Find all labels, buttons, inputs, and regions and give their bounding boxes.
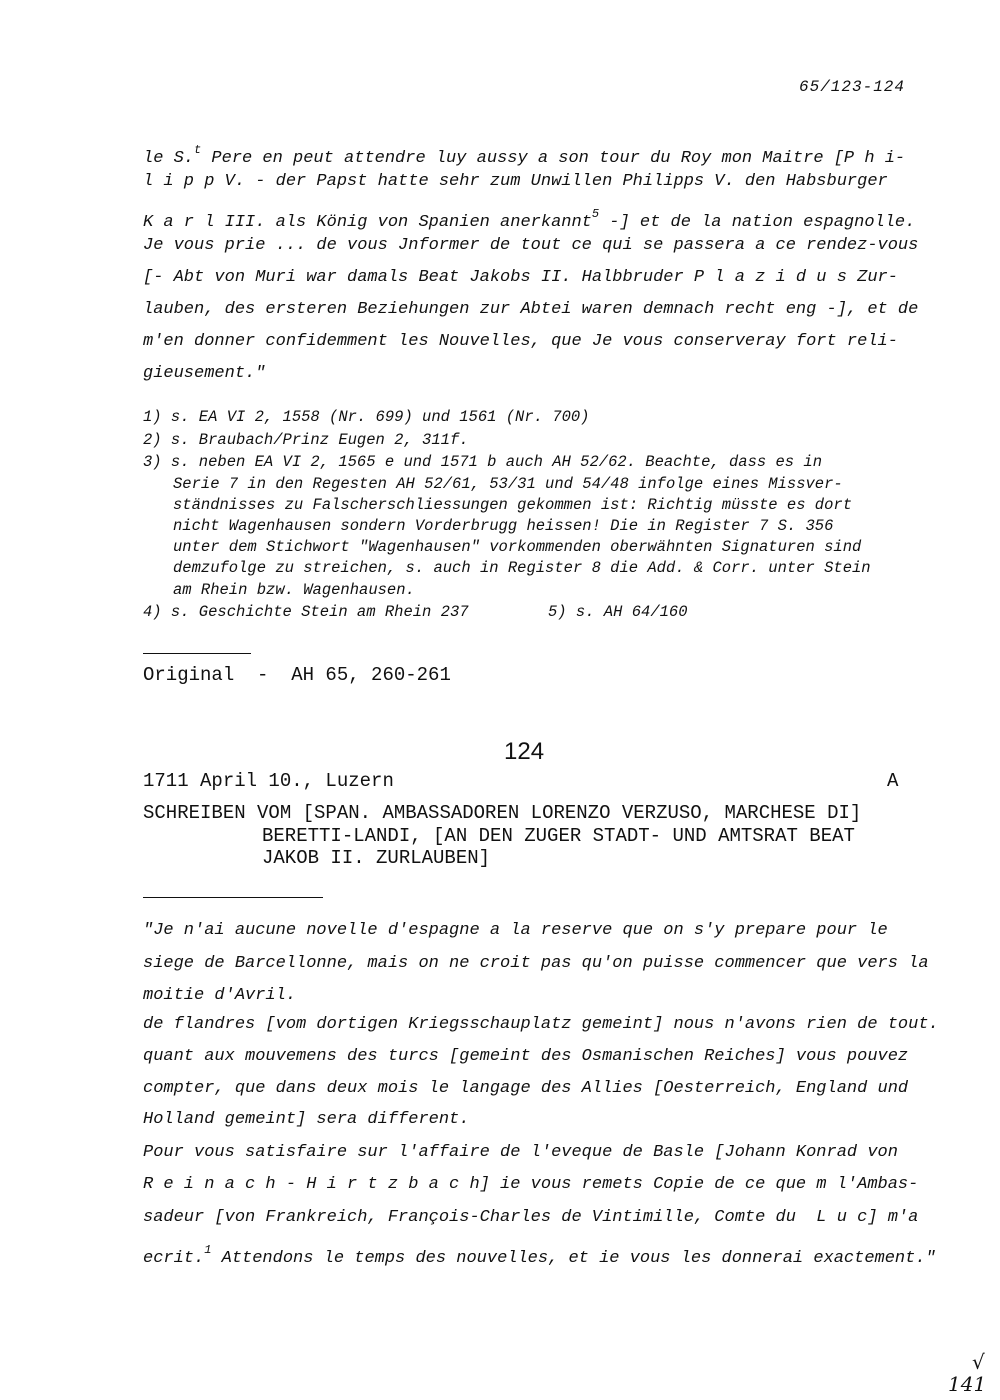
footnote-3-line: ständnisses zu Falscherschliessungen gekommen ist: Richtig müsste es dort: [173, 496, 853, 514]
text-line: K a r l III. als König von Spanien anerkannt$^5$ -] et de la nation espagnolle.: [143, 207, 916, 232]
heading-line: BERETTI-LANDI, [AN DEN ZUGER STADT- UND AMTSRAT BEAT: [262, 825, 855, 847]
footnote-3-line: Serie 7 in den Regesten AH 52/61, 53/31 und 54/48 infolge eines Missver-: [173, 475, 843, 493]
heading-line: SCHREIBEN VOM [SPAN. AMBASSADOREN LORENZO VERZUSO, MARCHESE DI]: [143, 802, 862, 824]
text-line: l i p p V. - der Papst hatte sehr zum Unwillen Philipps V. den Habsburger: [143, 172, 888, 191]
footnote-5: 5) s. AH 64/160: [548, 603, 688, 621]
footnote-3: 3) s. neben EA VI 2, 1565 e und 1571 b auch AH 52/62. Beachte, dass es in: [143, 453, 823, 471]
footnote-4: 4) s. Geschichte Stein am Rhein 237: [143, 603, 469, 621]
text-line: R e i n a c h - H i r t z b a c h] ie vous remets Copie de ce que m l'Ambas-: [143, 1175, 919, 1194]
check-mark-icon: √: [972, 1350, 985, 1374]
text-line: Pour vous satisfaire sur l'affaire de l'eveque de Basle [Johann Konrad von: [143, 1143, 898, 1162]
footnote-3-line: am Rhein bzw. Wagenhausen.: [173, 581, 415, 599]
footnote-3-line: nicht Wagenhausen sondern Vorderbrugg heissen! Die in Register 7 S. 356: [173, 517, 834, 535]
text-line: le S.$^t$ Pere en peut attendre luy aussy a son tour du Roy mon Maitre [P h i-: [143, 143, 906, 168]
text-line: "Je n'ai aucune novelle d'espagne a la reserve que on s'y prepare pour le: [143, 921, 888, 940]
divider: [143, 653, 251, 654]
text-line: compter, que dans deux mois le langage des Allies [Oesterreich, England und: [143, 1079, 909, 1098]
text-line: de flandres [vom dortigen Kriegsschauplatz gemeint] nous n'avons rien de tout.: [143, 1015, 939, 1034]
footnote-2: 2) s. Braubach/Prinz Eugen 2, 311f.: [143, 431, 469, 449]
text-line: m'en donner confidemment les Nouvelles, que Je vous conserveray fort reli-: [143, 332, 898, 351]
divider: [143, 897, 323, 898]
text-line: siege de Barcellonne, mais on ne croit pas qu'on puisse commencer que vers la: [143, 954, 929, 973]
footnote-3-line: demzufolge zu streichen, s. auch in Register 8 die Add. & Corr. unter Stein: [173, 559, 871, 577]
date-place: 1711 April 10., Luzern: [143, 770, 394, 792]
text-line: Holland gemeint] sera different.: [143, 1110, 470, 1129]
text-line: sadeur [von Frankreich, François-Charles de Vintimille, Comte du L u c] m'a: [143, 1208, 919, 1227]
text-line: ecrit.$^1$ Attendons le temps des nouvelles, et ie vous les donnerai exactement.": [143, 1243, 936, 1268]
original-reference: Original - AH 65, 260-261: [143, 664, 451, 686]
archive-folio-mark: 141: [948, 1372, 987, 1396]
text-line: gieusement.": [143, 364, 266, 383]
text-line: moitie d'Avril.: [143, 986, 297, 1005]
footnote-3-line: unter dem Stichwort "Wagenhausen" vorkommenden oberwähnten Signaturen sind: [173, 538, 862, 556]
text-line: [- Abt von Muri war damals Beat Jakobs II. Halbbruder P l a z i d u s Zur-: [143, 268, 898, 287]
text-line: quant aux mouvemens des turcs [gemeint des Osmanischen Reiches] vous pouvez: [143, 1047, 909, 1066]
text-line: Je vous prie ... de vous Jnformer de tout ce qui se passera a ce rendez-vous: [143, 236, 919, 255]
page-number: 65/123-124: [798, 78, 905, 96]
footnote-1: 1) s. EA VI 2, 1558 (Nr. 699) und 1561 (Nr. 700): [143, 408, 590, 426]
text-line: lauben, des ersteren Beziehungen zur Abtei waren demnach recht eng -], et de: [143, 300, 919, 319]
category-letter: A: [887, 770, 899, 792]
document-number: 124: [504, 738, 545, 765]
heading-line: JAKOB II. ZURLAUBEN]: [262, 847, 491, 869]
